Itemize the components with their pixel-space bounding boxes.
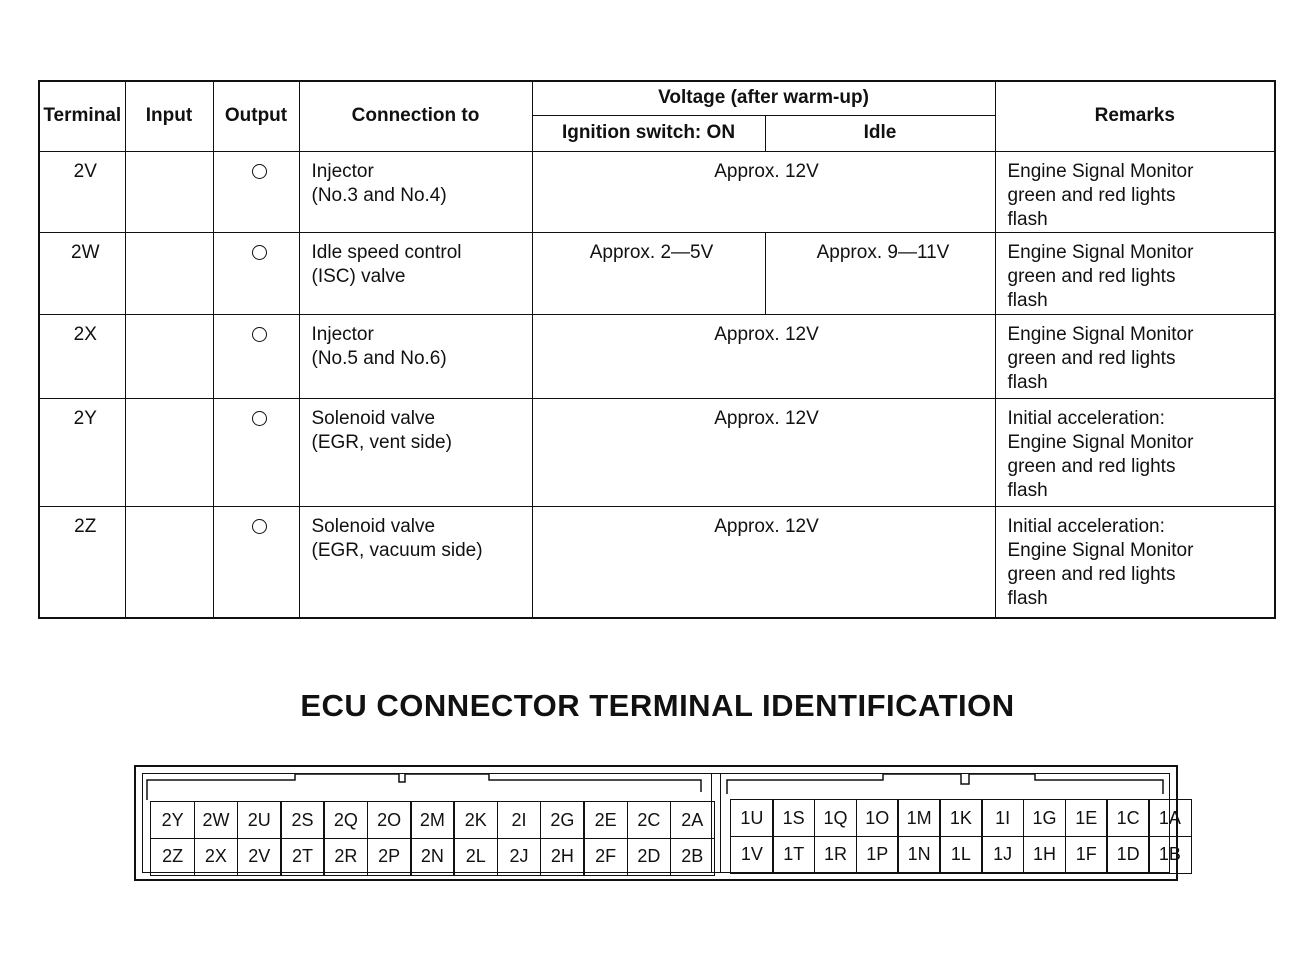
remarks-header: Remarks: [995, 81, 1275, 151]
output-cell: [213, 314, 299, 398]
terminal-spec-table: [38, 80, 1276, 619]
terminal-pin: 2G: [540, 801, 585, 839]
input-cell: [125, 151, 213, 232]
input-cell: [125, 506, 213, 618]
terminal-pin: 2O: [367, 801, 412, 839]
connection-cell: Idle speed control (ISC) valve: [299, 232, 532, 314]
terminal-pin: 2J: [497, 838, 542, 876]
terminal-cell: 2W: [39, 232, 125, 314]
terminal-cell: 2V: [39, 151, 125, 232]
terminal-pin: 1U: [730, 799, 773, 837]
ignition-on-header: Ignition switch: ON: [532, 115, 765, 151]
section-title: ECU CONNECTOR TERMINAL IDENTIFICATION: [300, 688, 1015, 723]
terminal-pin: 2S: [280, 801, 325, 839]
connector-block-1: [731, 800, 1191, 873]
terminal-pin: 2I: [497, 801, 542, 839]
terminal-pin: 1O: [856, 799, 899, 837]
terminal-pin: 1C: [1106, 799, 1149, 837]
terminal-pin: 1I: [981, 799, 1024, 837]
connection-cell: Solenoid valve (EGR, vent side): [299, 398, 532, 506]
terminal-pin: 2C: [627, 801, 672, 839]
terminal-pin: 1B: [1148, 836, 1191, 874]
input-cell: [125, 232, 213, 314]
terminal-pin: 1L: [939, 836, 982, 874]
remarks-cell: Engine Signal Monitor green and red lights flash: [995, 314, 1275, 398]
terminal-pin: 1J: [981, 836, 1024, 874]
output-marker-icon: [252, 519, 267, 534]
terminal-pin: 1P: [856, 836, 899, 874]
terminal-pin: 2F: [583, 838, 628, 876]
idle-header: Idle: [765, 115, 995, 151]
input-cell: [125, 314, 213, 398]
terminal-pin: 1G: [1023, 799, 1066, 837]
output-marker-icon: [252, 164, 267, 179]
terminal-pin: 2N: [410, 838, 455, 876]
terminal-pin: 2V: [237, 838, 282, 876]
connection-cell: Solenoid valve (EGR, vacuum side): [299, 506, 532, 618]
terminal-pin: 2M: [410, 801, 455, 839]
terminal-pin: 1M: [897, 799, 940, 837]
terminal-pin: 2D: [627, 838, 672, 876]
output-cell: [213, 232, 299, 314]
remarks-cell: Engine Signal Monitor green and red lights flash: [995, 151, 1275, 232]
terminal-cell: 2Y: [39, 398, 125, 506]
voltage-cell: Approx. 12V: [532, 506, 995, 618]
table-row: [39, 398, 1275, 506]
voltage-cell: Approx. 12V: [532, 398, 995, 506]
voltage-idle-cell: Approx. 9—11V: [765, 232, 995, 314]
table-header-row: [39, 81, 1275, 115]
terminal-pin: 1T: [772, 836, 815, 874]
voltage-cell: Approx. 12V: [532, 314, 995, 398]
table-row: [39, 506, 1275, 618]
connection-cell: Injector (No.5 and No.6): [299, 314, 532, 398]
voltage-ignition-cell: Approx. 2—5V: [532, 232, 765, 314]
terminal-cell: 2X: [39, 314, 125, 398]
terminal-pin: 1F: [1065, 836, 1108, 874]
terminal-pin: 2R: [323, 838, 368, 876]
table-row: [39, 232, 1275, 314]
terminal-pin: 2Q: [323, 801, 368, 839]
terminal-pin: 1E: [1065, 799, 1108, 837]
output-marker-icon: [252, 245, 267, 260]
output-marker-icon: [252, 411, 267, 426]
terminal-pin: 1S: [772, 799, 815, 837]
output-header: Output: [213, 81, 299, 151]
terminal-pin: 2L: [453, 838, 498, 876]
terminal-pin: 2H: [540, 838, 585, 876]
output-cell: [213, 151, 299, 232]
terminal-pin: 2T: [280, 838, 325, 876]
output-marker-icon: [252, 327, 267, 342]
remarks-cell: Initial acceleration: Engine Signal Monitor green and red lights flash: [995, 398, 1275, 506]
table-row: [39, 151, 1275, 232]
output-cell: [213, 506, 299, 618]
output-cell: [213, 398, 299, 506]
terminal-pin: 2Y: [150, 801, 195, 839]
terminal-pin: 2X: [194, 838, 239, 876]
terminal-pin: 2E: [583, 801, 628, 839]
terminal-pin: 1R: [814, 836, 857, 874]
input-cell: [125, 398, 213, 506]
input-header: Input: [125, 81, 213, 151]
terminal-header: Terminal: [39, 81, 125, 151]
terminal-pin: 1A: [1148, 799, 1191, 837]
ecu-connector-diagram: [134, 765, 1181, 881]
voltage-header: Voltage (after warm-up): [532, 81, 995, 115]
terminal-pin: 1Q: [814, 799, 857, 837]
connection-header: Connection to: [299, 81, 532, 151]
terminal-pin: 1D: [1106, 836, 1149, 874]
terminal-pin: 2B: [670, 838, 715, 876]
terminal-pin: 2W: [194, 801, 239, 839]
terminal-pin: 1V: [730, 836, 773, 874]
connection-cell: Injector (No.3 and No.4): [299, 151, 532, 232]
connector-block-2: [151, 802, 714, 875]
terminal-pin: 2Z: [150, 838, 195, 876]
table-row: [39, 314, 1275, 398]
terminal-pin: 2K: [453, 801, 498, 839]
remarks-cell: Initial acceleration: Engine Signal Monitor green and red lights flash: [995, 506, 1275, 618]
terminal-pin: 2A: [670, 801, 715, 839]
terminal-cell: 2Z: [39, 506, 125, 618]
terminal-pin: 1N: [897, 836, 940, 874]
connector-housing: [142, 773, 1181, 873]
terminal-pin: 1K: [939, 799, 982, 837]
terminal-pin: 1H: [1023, 836, 1066, 874]
voltage-cell: Approx. 12V: [532, 151, 995, 232]
terminal-pin: 2U: [237, 801, 282, 839]
terminal-pin: 2P: [367, 838, 412, 876]
remarks-cell: Engine Signal Monitor green and red lights flash: [995, 232, 1275, 314]
